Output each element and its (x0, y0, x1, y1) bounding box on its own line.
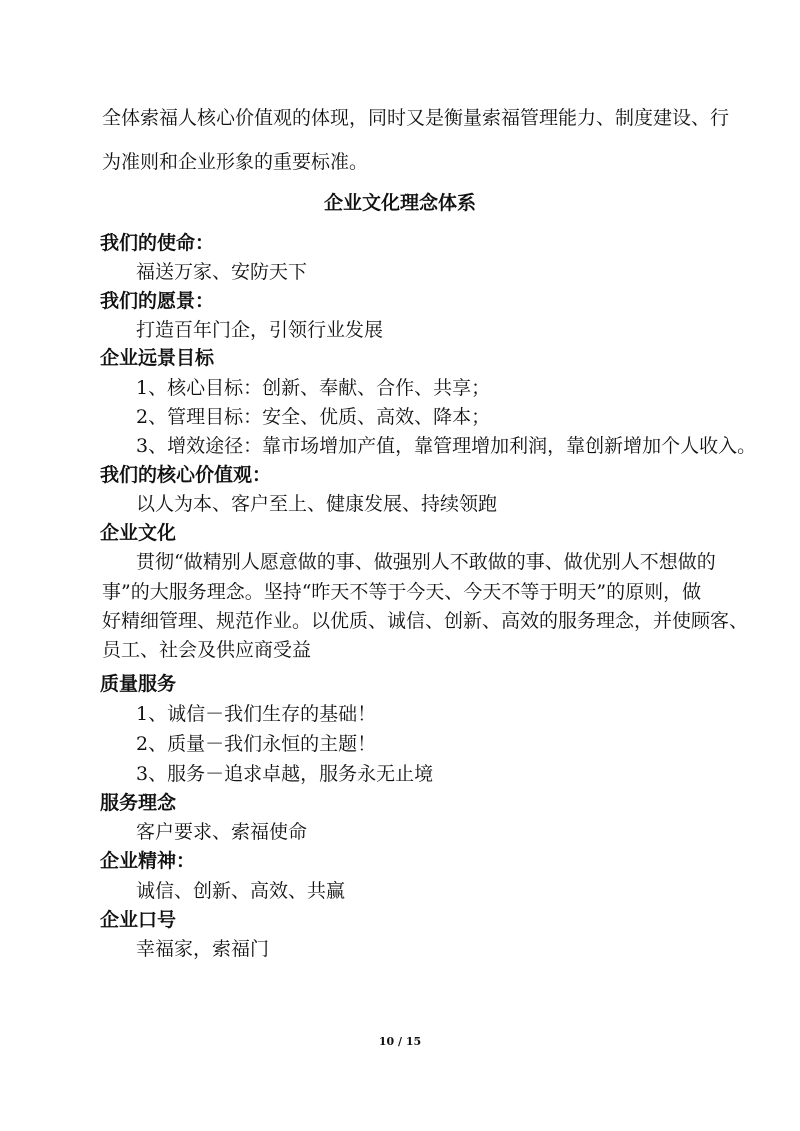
culture-line-1: 贯彻“做精别人愿意做的事、做强别人不敢做的事、做优别人不想做的 (136, 551, 716, 573)
spirit-content: 诚信、创新、高效、共赢 (136, 880, 346, 902)
values-content: 以人为本、客户至上、健康发展、持续领跑 (136, 493, 498, 515)
goals-item: 1、核心目标：创新、奉献、合作、共享； (136, 377, 491, 399)
intro-line-1: 全体索福人核心价值观的体现，同时又是衡量索福管理能力、制度建设、行 (102, 107, 730, 129)
culture-line-2: 事”的大服务理念。坚持“昨天不等于今天、今天不等于明天”的原则，做 (102, 581, 702, 603)
culture-line-4: 员工、社会及供应商受益 (102, 639, 312, 661)
culture-line-3: 好精细管理、规范作业。以优质、诚信、创新、高效的服务理念，并使顾客、 (102, 610, 749, 632)
page-number: 10 / 15 (378, 1035, 422, 1048)
goals-heading: 企业远景目标 (100, 347, 215, 369)
quality-item: 3、服务－追求卓越，服务永无止境 (136, 763, 434, 785)
goals-item: 2、管理目标：安全、优质、高效、降本； (136, 406, 491, 428)
quality-heading: 质量服务 (100, 673, 177, 695)
slogan-content: 幸福家，索福门 (136, 938, 270, 960)
spirit-heading: 企业精神： (100, 850, 196, 872)
goals-item: 3、增效途径：靠市场增加产值，靠管理增加利润，靠创新增加个人收入。 (136, 435, 757, 457)
values-heading: 我们的核心价值观： (100, 464, 272, 486)
page-title: 企业文化理念体系 (323, 192, 476, 214)
mission-content: 福送万家、安防天下 (136, 261, 308, 283)
service-heading: 服务理念 (100, 792, 177, 814)
intro-line-2: 为准则和企业形象的重要标准。 (102, 151, 369, 173)
vision-heading: 我们的愿景： (100, 290, 215, 312)
quality-item: 1、诚信－我们生存的基础！ (136, 703, 377, 725)
mission-heading: 我们的使命： (100, 232, 215, 254)
service-content: 客户要求、索福使命 (136, 821, 308, 843)
slogan-heading: 企业口号 (100, 909, 177, 931)
culture-heading: 企业文化 (100, 522, 177, 544)
vision-content: 打造百年门企，引领行业发展 (136, 319, 384, 341)
quality-item: 2、质量－我们永恒的主题！ (136, 733, 377, 755)
